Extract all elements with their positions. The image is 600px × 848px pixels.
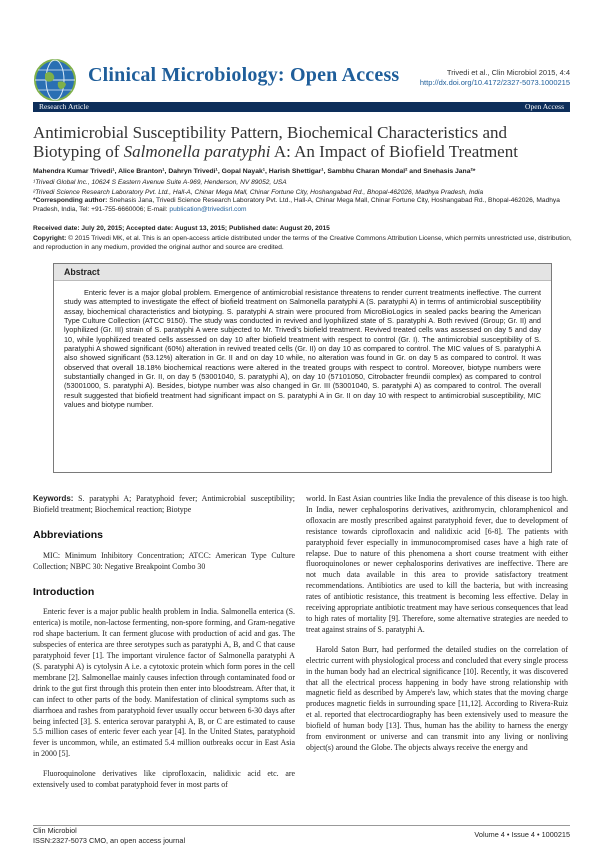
article-type-label: Research Article [39,102,89,111]
abstract-text: Enteric fever is a major global problem. Emergence of antimicrobial resistance threatens to render current treatments ineffective. The current study was attempted to investigate the effect of biofield treatment on Salmonella paratyphi A (S. paratyphi A) in terms of antimicrobial susceptibility assay, biochemical characteristics and biotyping. S. paratyphi A strain were procured from MicroBioLogics in sealed packs bearing the American Type Culture Collection (ATCC 9150). The study was conducted in revived and lyophilized state of S. paratyphi A. Both revived (Group; Gr. II) and lyophilized (Gr. III) strain of S. paratyphi A were subjected to Mr. Trivedi's biofield treatment. Revived treated cells was assessed on day 5 and day 10, while lyophilized treated cells assessed on day 10 after biofield treatment with respect to control (Gr. I). The antimicrobial susceptibility of S. paratyphi A showed significant (60%) alteration in revived treated cells (Gr. II) on day 10 as compared to control. The MIC values of S. paratyphi A also showed significant (53.12%) alteration in Gr. II and on day 10 while, no alteration was found in Gr. on day 5 as compared to control. It was observed that overall 18.18% biochemical reactions were altered in the treated groups with respect to control. Moreover, biotype numbers were substantially changed in Gr. II, on day 5 (53001040, S. paratyphi A), on day 10 (57101050, Citrobacter freundii complex) as compared to control (53001000, S. paratyphi A). Besides, biotype number was also changed in Gr. III (53001040, S. paratyphi A) as compared to control. The overall result suggested that biofield treatment had significant impact on S. paratyphi A in Gr. II on day 10 with respect to antimicrobial susceptibility, MIC values and biotype number. [64,288,541,410]
title-part: Antimicrobial Susceptibility Pattern, Biochemical Characteristics and Biotyping of [33,123,507,161]
doi-link[interactable]: http://dx.doi.org/10.4172/2327-5073.1000215 [419,78,570,87]
keywords-text: S. paratyphi A; Paratyphoid fever; Antimicrobial susceptibility; Biofield treatment; Biochemical reaction; Biotype [33,494,295,514]
open-access-label: Open Access [525,102,564,111]
copyright-label: Copyright: [33,235,67,242]
left-column [33,494,295,791]
corresponding-author [33,197,573,214]
footer-volume: Volume 4 • Issue 4 • 1000215 [474,830,570,839]
keywords [33,494,295,516]
footer-divider [33,825,570,826]
intro-paragraph-1: Enteric fever is a major public health problem in India. Salmonella enterica (S. enterica) is motile, non-lactose fermenting, non-spore forming, and Gram-negative rod shape bacterium. It can ferment glucose with production of acid and gas. The subspecies of enterica are three serotypes such as paratyphi A, B, and C that cause paratyphoid fever [1]. The important virulence factor of Salmonella paratyphi A (S. paratyphi A) is cytolysin A i.e. a cytotoxic protein which form pores in the cell membrane [2]. Salmonellae mainly causes infection through contaminated food or drink to the gut first through this protein then enter into bloodstream. After that, it can infect to other parts of the body. Manifestation of clinical symptoms such as diarrhoea and rashes from paratyphoid fever usually occur between 6-30 days after being infected [3]. S. enterica serovar paratyphi A, B, or C are estimated to cause 5.5 million cases of enteric fever each year [4]. In the United States, paratyphoid fever is uncommon, while, an estimated 5.4 million outbreaks occur in East Asia in 2000 [5]. [33,607,295,759]
introduction-heading: Introduction [33,585,95,598]
keywords-label: Keywords: [33,494,74,503]
author-list: Mahendra Kumar Trivedi¹, Alice Branton¹, Dahryn Trivedi¹, Gopal Nayak¹, Harish Shettigar¹, Sambhu Charan Mondal² and Snehasis Jana²* [33,168,476,175]
citation-line: Trivedi et al., Clin Microbiol 2015, 4:4 [446,68,570,77]
journal-globe-logo-icon [33,58,77,102]
title-part: A: An Impact of Biofield Treatment [270,141,518,161]
abbreviations-text: MIC: Minimum Inhibitory Concentration; ATCC: American Type Culture Collection; NBPC 30: Negative Breakpoint Combo 30 [33,550,295,571]
abbreviations-heading: Abbreviations [33,528,104,541]
intro-paragraph-2: Fluoroquinolone derivatives like ciprofloxacin, nalidixic acid etc. are extensively used to combat paratyphoid fever in most parts of [33,769,295,790]
article-type-bar [33,102,570,112]
publication-dates: Received date: July 20, 2015; Accepted date: August 13, 2015; Published date: August 20, 2015 [33,225,330,232]
right-paragraph-1: world. In East Asian countries like India the prevalence of this disease is too high. In India, newer cephalosporins derivatives, azithromycin, chloramphenicol and ofloxacin are mostly prescribed against paratyphoid fever, due to development of resistance towards ciprofloxacin and nalidixic acid [6-8]. The patients with paratyphoid fever especially in immunocompromised cases have a high rate of relapse. Due to nature of this phenomena a short course treatment with either fluoroquinolones or newer cephalosporins derivatives are ineffective. There are not much data available in this area to provide satisfactory treatment recommendations. Antibiotics are used to kill the bacteria, but with increasing rates of antibiotic resistance, this treatment is becoming less effective. Delay in receiving appropriate antibiotic treatment may have serious consequences that lead to high rates of mortality [9]. Therefore, some alternative strategies are needed to treat against strains of S. paratyphi A. [306,494,568,634]
right-column [306,494,568,754]
abstract-box [53,263,552,473]
affiliation-1: ¹Trivedi Global Inc., 10624 S Eastern Avenue Suite A-969, Henderson, NV 89052, USA [33,179,287,186]
right-paragraph-2: Harold Saton Burr, had performed the detailed studies on the correlation of electric current with physiological process and concluded that every single process in the human body had an electrical significance [10]. Recently, it was discovered that all the electrical process happening in body have strong relationship with magnetic field as described by Ampere's law, which states that the moving charge produces magnetic fields in surrounding space [11,12]. According to Rivera-Ruiz et al. reported that electrocardiography has been extensively used to measure the biofield of human body [13]. Thus, human has the ability to harness the energy from environment or universe and can transmit into any living or nonliving object(s) around the Globe. The objects always receive the energy and [306,644,568,752]
corr-label: *Corresponding author: [33,197,108,204]
abstract-heading: Abstract [64,267,100,277]
corr-email-link[interactable]: publication@trivedisrl.com [169,205,247,213]
corr-text: Snehasis Jana, Trivedi Science Research Laboratory Pvt. Ltd., Hall-A, Chinar Mega Mall, Chinar Fortune City, Hoshangabad Rd., Bhopal-462026, Madhya Pradesh, India, Tel: +91-755-6660006; E-mail: [33,197,560,213]
footer-issn: ISSN:2327-5073 CMO, an open access journal [33,836,186,845]
abstract-header [54,264,551,281]
footer-journal: Clin Microbiol [33,826,77,835]
citation-block [392,68,570,88]
affiliation-2: ²Trivedi Science Research Laboratory Pvt. Ltd., Hall-A, Chinar Mega Mall, Chinar Fortune City, Hoshangabad Rd., Bhopal-462026, Madhya Pradesh, India [33,189,484,196]
title-species: Salmonella paratyphi [123,141,271,161]
copyright-notice [33,235,573,252]
journal-title: Clinical Microbiology: Open Access [88,64,400,86]
copyright-text: © 2015 Trivedi MK, et al. This is an open-access article distributed under the terms of the Creative Commons Attribution License, which permits unrestricted use, distribution, and reproduction in any medium, provided the original author and source are credited. [33,235,572,251]
paper-title [33,124,573,161]
